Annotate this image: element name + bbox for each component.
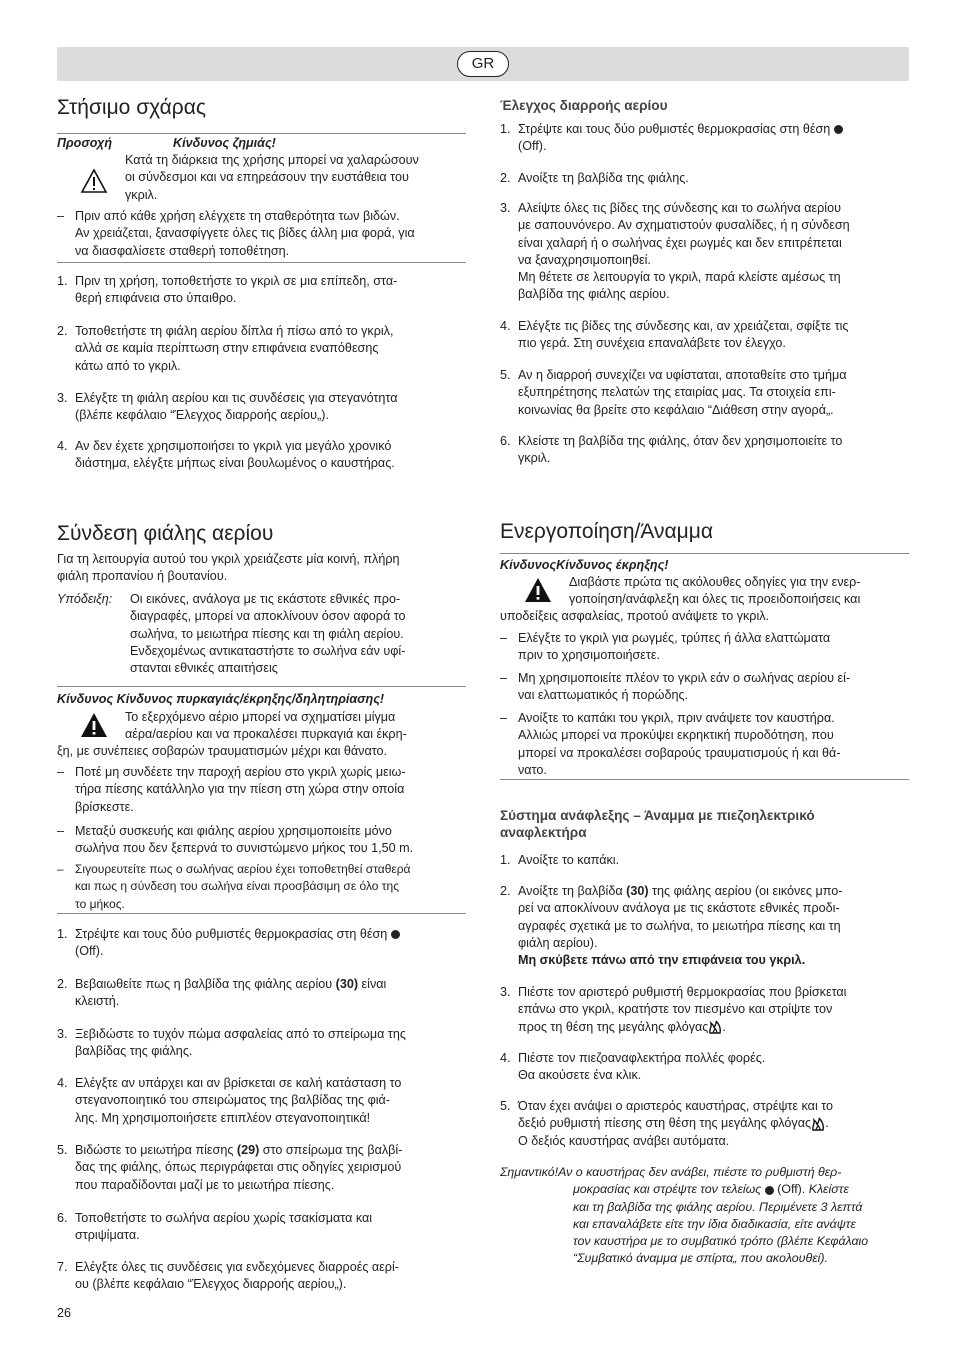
right-column: Έλεγχος διαρροής αερίου 1. Στρέψτε και τους δύο ρυθμιστές θερμοκρασίας στη θέση (Off). 2. Ανοίξτε τη βαλβίδα της φιάλης. 3. Αλείψτε όλες τις βίδες της σύνδεσης και το σωλήνα αερίου με σαπουνόνερο. Αν σχηματιστούν φυσαλίδες, ή η σύνδεση είναι χαλαρή ή ο σωλήνας έχει ρωγμές και δεν επιτρέπεται να ξαναχρησιμοποιηθεί. Μη θέτετε σε λειτουργία το γκριλ, παρά κλείστε αμέσως τη βαλβίδα της φιάλης αερίου. 4. Ελέγξτε τις βίδες της σύνδεσης και, αν χρειάζεται, σφίξτε τις πιο γερά. Στη συνέχεια επαναλάβετε τον έλεγχο. 5. Αν η διαρροή συνεχίζει να υφίσταται, αποταθείτε στο τμήμα εξυπηρέτησης πελατών της εταιρίας μας. Τα στοιχεία επι- κοινωνίας θα βρείτε στο κεφάλαιο “Διάθεση στην αγορά„. 6. Κλείστε τη βαλβίδα της φιάλης, όταν δεν χρησιμοποιείτε το γκριλ. Ενεργοποίηση/Άναμμα ΚίνδυνοςΚίνδυνος έκρηξης! Διαβάστε πρώτα τις ακόλουθες οδηγίες για την ενερ- γοποίηση/ανάφλεξη και όλες τις προειδοποιήσεις και υποδείξεις ασφαλείας, προτού ανάψετε το γκριλ. – Ελέγξτε το γκριλ για ρωγμές, τρύπες ή άλλα ελαττώματα πριν το χρησιμοποιήσετε. – Μη χρησιμοποιείτε πλέον το γκριλ εάν ο σωλήνας αερίου εί- ναι ελαττωματικός ή πορώδης. – Ανοίξτε το καπάκι του γκριλ, πριν ανάψετε τον καυστήρα. Αλλιώς μπορεί να προκύψει εκρηκτική πυροδότηση, που μπορεί να προκαλέσει σοβαρούς τραυματισμούς ή και θά- νατο. Σύστημα ανάφλεξης – Άναμμα με πιεζοηλεκτρικό αναφλεκτήρα 1. Ανοίξτε το καπάκι. 2. Ανοίξτε τη βαλβίδα (30) της φιάλης αερίου (οι εικόνες μπο- ρεί να αποκλίνουν ανάλογα με τις εκάστοτε εθνικές προδι- αγραφές σχετικά με το σωλήνα, το μειωτήρα πίεσης και τη φιάλη αερίου). Μη σκύβετε πάνω από την επιφάνεια του γκριλ. 3. Πιέστε τον αριστερό ρυθμιστή θερμοκρασίας που βρίσκεται επάνω στο γκριλ, κρατήστε τον πιεσμένο και στρίψτε τον προς τη θέση της μεγάλης φλόγας . 4. Πιέστε τον πιεζοαναφλεκτήρα πολλές φορές. Θα ακούσετε ένα κλικ. 5. Όταν έχει ανάψει ο αριστερός καυστήρας, στρέψτε και το δεξιό ρυθμιστή πίεσης στη θέση της μεγάλης φλόγας . Ο δεξιός καυστήρας ανάβει αυτόματα. Σημαντικό!Αν ο καυστήρας δεν ανάβει, πιέστε το ρυθμιστή θερ- μοκρασίας και στρέψτε τον τελείως (Off). Κλείστε και τη βαλβίδα της φιάλης αερίου. Περιμένετε 3 λεπτά και επαναλάβετε είτε την ίδια διαδικασία, είτε ανάψτε τον καυστήρα με το συμβατικό τρόπο (βλέπε Κεφάλαιο “Συμβατικό άναμμα με σπίρτα„ που ακολουθεί). — [500, 0, 909, 1350]
list-item: – Ποτέ μη συνδέετε την παροχή αερίου στο γκριλ χωρίς μειω- τήρα πίεσης κατάλληλο για την πίεση στη χώρα στην οποία βρίσκεστε. — [57, 765, 406, 814]
large-flame-icon — [708, 1020, 722, 1034]
connection-steps-list — [57, 926, 466, 1299]
list-item: 7. Ελέγξτε όλες τις συνδέσεις για ενδεχόμενες διαρροές αερί- ου (βλέπε κεφάλαιο “Έλεγχος διαρροής αερίου„). — [57, 1260, 399, 1292]
section-title-grill-setup: Στήσιμο σχάρας — [57, 96, 206, 119]
list-item: 4. Ελέγξτε τις βίδες της σύνδεσης και, αν χρειάζεται, σφίξτε τις πιο γερά. Στη συνέχεια επαναλάβετε τον έλεγχο. — [500, 319, 849, 351]
list-item: 5. Όταν έχει ανάψει ο αριστερός καυστήρας, στρέψτε και το δεξιό ρυθμιστή πίεσης στη θέση της μεγάλης φλόγας . Ο δεξιός καυστήρας ανάβει αυτόματα. — [500, 1099, 834, 1148]
section-title-ignition: Ενεργοποίηση/Άναμμα — [500, 520, 714, 543]
divider — [500, 779, 909, 780]
list-item: – Μεταξύ συσκευής και φιάλης αερίου χρησιμοποιείτε μόνο σωλήνα που δεν ξεπερνά το συνιστώμενο μήκος του 1,50 m. — [57, 824, 414, 856]
off-position-dot-icon — [834, 125, 843, 134]
warning-title: ΚίνδυνοςΚίνδυνος έκρηξης! — [500, 558, 669, 572]
leak-check-steps-list — [500, 121, 909, 473]
list-item: 1. Στρέψτε και τους δύο ρυθμιστές θερμοκρασίας στη θέση (Off). — [500, 121, 909, 170]
list-item: 2. Ανοίξτε τη βαλβίδα (30) της φιάλης αερίου (οι εικόνες μπο- ρεί να αποκλίνουν ανάλογα με τις εκάστοτε εθνικές προδι- αγραφές σχετικά με το σωλήνα, το μειωτήρα πίεσης και τη φιάλη αερίου). Μη σκύβετε πάνω από την επιφάνεια του γκριλ. — [500, 884, 843, 968]
list-item: 1. Ανοίξτε το καπάκι. — [500, 853, 620, 867]
list-item: – Ανοίξτε το καπάκι του γκριλ, πριν ανάψετε τον καυστήρα. Αλλιώς μπορεί να προκύψει εκρηκτική πυροδότηση, που μπορεί να προκαλέσει σοβαρούς τραυματισμούς ή και θά- νατο. — [500, 711, 841, 777]
left-column: Στήσιμο σχάρας Προσοχή Κίνδυνος ζημιάς! Κατά τη διάρκεια της χρήσης μπορεί να χαλαρώσουν οι σύνδεσμοι και να επηρεάσουν την ευστάθεια του γκριλ. – Πριν από κάθε χρήση ελέγχετε τη σταθερότητα των βιδών. Αν χρειάζεται, ξανασφίγγετε όλες τις βίδες άλλη μια φορά, για να διασφαλίσετε σταθερή τοποθέτηση. 1. Πριν τη χρήση, τοποθετήστε το γκριλ σε μια επίπεδη, στα- θερή επιφάνεια στο ύπαιθρο. 2. Τοποθετήστε τη φιάλη αερίου δίπλα ή πίσω από το γκριλ, αλλά σε καμία περίπτωση στην επιφάνεια εναπόθεσης κάτω από το γκριλ. 3. Ελέγξτε τη φιάλη αερίου και τις συνδέσεις για στεγανότητα (βλέπε κεφάλαιο “Έλεγχος διαρροής αερίου„). 4. Αν δεν έχετε χρησιμοποιήσει το γκριλ για μεγάλο χρονικό διάστημα, ελέγξτε μήπως είναι βουλωμένος ο καυστήρας. Σύνδεση φιάλης αερίου Για τη λειτουργία αυτού του γκριλ χρειάζεστε μία κοινή, πλήρη φιάλη προπανίου ή βουτανίου. Υπόδειξη: Οι εικόνες, ανάλογα με τις εκάστοτε εθνικές προ- διαγραφές, μπορεί να αποκλίνουν όσον αφορά το σωλήνα, το μειωτήρα πίεσης και τη φιάλη αερίου. Ενδεχομένως αντικαταστήστε το σωλήνα εάν υφί- στανται εθνικές απαιτήσεις Κίνδυνος Κίνδυνος πυρκαγιάς/έκρηξης/δηλητηρίασης! Το εξερχόμενο αέριο μπορεί να σχηματίσει μίγμα αέρα/αερίου και να προκαλέσει πυρκαγιά και έκρη- ξη, με συνέπειες σοβαρών τραυματισμών μέχρι και θάνατο. – Ποτέ μη συνδέετε την παροχή αερίου στο γκριλ χωρίς μειω- τήρα πίεσης κατάλληλο για την πίεση στη χώρα στην οποία βρίσκεστε. – Μεταξύ συσκευής και φιάλης αερίου χρησιμοποιείτε μόνο σωλήνα που δεν ξεπερνά το συνιστώμενο μήκος του 1,50 m. – Σιγουρευτείτε πως ο σωλήνας αερίου έχει τοποθετηθεί σταθερά και πως η σύνδεση του σωλήνα είναι προσβάσιμη σε όλο της το μήκος. 1. Στρέψτε και τους δύο ρυθμιστές θερμοκρασίας στη θέση (Off). 2. Βεβαιωθείτε πως η βαλβίδα της φιάλης αερίου (30) είναι κλειστή. 3. Ξεβιδώστε το τυχόν πώμα ασφαλείας από το σπείρωμα της βαλβίδας της φιάλης. 4. Ελέγξτε αν υπάρχει και αν βρίσκεται σε καλή κατάσταση το στεγανοποιητικό του σπειρώματος της βαλβίδας της φιά- λης. Μη χρησιμοποιήσετε επιπλέον στεγανοποιητικά! 5. Βιδώστε το μειωτήρα πίεσης (29) στο σπείρωμα της βαλβί- δας της φιάλης, όπως περιγράφεται στις οδηγίες χειρισμού που παραδίδονται μαζί με το μειωτήρα πίεσης. 6. Τοποθετήστε το σωλήνα αερίου χωρίς τσακίσματα και στριψίματα. 7. Ελέγξτε όλες τις συνδέσεις για ενδεχόμενες διαρροές αερί- ου (βλέπε κεφάλαιο “Έλεγχος διαρροής αερίου„). — [57, 0, 466, 1350]
list-item: 1. Στρέψτε και τους δύο ρυθμιστές θερμοκρασίας στη θέση (Off). — [57, 926, 466, 976]
list-item: 3. Πιέστε τον αριστερό ρυθμιστή θερμοκρασίας που βρίσκεται επάνω στο γκριλ, κρατήστε τον πιεσμένο και στρίψτε τον προς τη θέση της μεγάλης φλόγας . — [500, 985, 847, 1034]
list-item: 1. Πριν τη χρήση, τοποθετήστε το γκριλ σε μια επίπεδη, στα- θερή επιφάνεια στο ύπαιθρο. — [57, 274, 398, 306]
list-item: 4. Αν δεν έχετε χρησιμοποιήσει το γκριλ για μεγάλο χρονικό διάστημα, ελέγξτε μήπως είναι βουλωμένος ο καυστήρας. — [57, 439, 395, 471]
intro-text: Για τη λειτουργία αυτού του γκριλ χρειάζεστε μία κοινή, πλήρη φιάλη προπανίου ή βουτανίου. — [57, 552, 400, 584]
divider — [57, 133, 466, 134]
setup-steps-list — [57, 273, 466, 478]
warning-triangle-icon — [524, 577, 552, 603]
warning-text: Κατά τη διάρκεια της χρήσης μπορεί να χαλαρώσουν οι σύνδεσμοι και να επηρεάσουν την ευστάθεια του γκριλ. — [125, 153, 419, 202]
note-text: Οι εικόνες, ανάλογα με τις εκάστοτε εθνικές προ- διαγραφές, μπορεί να αποκλίνουν όσον αφορά το σωλήνα, το μειωτήρα πίεσης και τη φιάλη αερίου. Ενδεχομένως αντικαταστήστε το σωλήνα εάν υφί- στανται εθνικές απαιτήσεις — [130, 592, 406, 676]
off-position-dot-icon — [765, 1186, 774, 1195]
warning-triangle-icon — [80, 712, 108, 738]
divider — [500, 553, 909, 554]
language-badge: GR — [457, 51, 509, 77]
gas-safety-list — [57, 764, 466, 911]
list-item: 3. Ελέγξτε τη φιάλη αερίου και τις συνδέσεις για στεγανότητα (βλέπε κεφάλαιο “Έλεγχος διαρροής αερίου„). — [57, 391, 398, 423]
page-number: 26 — [57, 1306, 72, 1320]
list-item: 6. Τοποθετήστε το σωλήνα αερίου χωρίς τσακίσματα και στριψίματα. — [57, 1211, 373, 1243]
warning-label: Προσοχή — [57, 136, 113, 150]
warning-title: Κίνδυνος Κίνδυνος πυρκαγιάς/έκρηξης/δηλητηρίασης! — [57, 692, 385, 706]
list-item: 4. Ελέγξτε αν υπάρχει και αν βρίσκεται σε καλή κατάσταση το στεγανοποιητικό του σπειρώματος της βαλβίδας της φιά- λης. Μη χρησιμοποιήσετε επιπλέον στεγανοποιητικά! — [57, 1076, 402, 1125]
section-title-leak-check: Έλεγχος διαρροής αερίου — [500, 98, 668, 113]
list-item: 2. Ανοίξτε τη βαλβίδα της φιάλης. — [500, 171, 689, 185]
section-title-piezo-ignition: Σύστημα ανάφλεξης – Άναμμα με πιεζοηλεκτρικό αναφλεκτήρα — [500, 808, 815, 841]
list-item: 4. Πιέστε τον πιεζοαναφλεκτήρα πολλές φορές. Θα ακούσετε ένα κλικ. — [500, 1051, 766, 1083]
section-title-gas-connection: Σύνδεση φιάλης αερίου — [57, 522, 274, 545]
list-item: 5. Αν η διαρροή συνεχίζει να υφίσταται, αποταθείτε στο τμήμα εξυπηρέτησης πελατών της εταιρίας μας. Τα στοιχεία επι- κοινωνίας θα βρείτε στο κεφάλαιο “Διάθεση στην αγορά„. — [500, 368, 847, 417]
divider — [57, 262, 466, 263]
divider — [57, 686, 466, 687]
large-flame-icon — [811, 1117, 825, 1131]
note-label: Υπόδειξη: — [57, 592, 113, 606]
list-item: 2. Τοποθετήστε τη φιάλη αερίου δίπλα ή πίσω από το γκριλ, αλλά σε καμία περίπτωση στην επιφάνεια εναπόθεσης κάτω από το γκριλ. — [57, 324, 394, 373]
divider — [57, 913, 466, 914]
list-item: – Σιγουρευτείτε πως ο σωλήνας αερίου έχει τοποθετηθεί σταθερά και πως η σύνδεση του σωλήνα είναι προσβάσιμη σε όλο της το μήκος. — [57, 862, 411, 911]
list-item: – Ελέγξτε το γκριλ για ρωγμές, τρύπες ή άλλα ελαττώματα πριν το χρησιμοποιήσετε. — [500, 631, 831, 663]
warning-title: Κίνδυνος ζημιάς! — [173, 136, 276, 150]
list-item: 3. Ξεβιδώστε το τυχόν πώμα ασφαλείας από το σπείρωμα της βαλβίδας της φιάλης. — [57, 1027, 406, 1059]
list-item: – Μη χρησιμοποιείτε πλέον το γκριλ εάν ο σωλήνας αερίου εί- ναι ελαττωματικός ή πορώδης. — [500, 671, 851, 703]
important-note: Σημαντικό!Αν ο καυστήρας δεν ανάβει, πιέστε το ρυθμιστή θερ- μοκρασίας και στρέψτε τον τελείως (Off). Κλείστε και τη βαλβίδα της φιάλης αερίου. Περιμένετε 3 λεπτά και επαναλάβετε είτε την ίδια διαδικασία, είτε ανάψτε τον καυστήρα με το συμβατικό τρόπο (βλέπε Κεφάλαιο “Συμβατικό άναμμα με σπίρτα„ που ακολουθεί). — [500, 1165, 869, 1266]
list-item: 3. Αλείψτε όλες τις βίδες της σύνδεσης και το σωλήνα αερίου με σαπουνόνερο. Αν σχηματιστούν φυσαλίδες, ή η σύνδεση είναι χαλαρή ή ο σωλήνας έχει ρωγμές και δεν επιτρέπεται να ξαναχρησιμοποιηθεί. Μη θέτετε σε λειτουργία το γκριλ, παρά κλείστε αμέσως τη βαλβίδα της φιάλης αερίου. — [500, 201, 850, 302]
warning-triangle-outline-icon — [80, 168, 108, 194]
ignition-safety-list — [500, 630, 909, 780]
piezo-steps-list — [500, 852, 909, 1158]
list-item: 6. Κλείστε τη βαλβίδα της φιάλης, όταν δεν χρησιμοποιείτε το γκριλ. — [500, 434, 843, 466]
off-position-dot-icon — [391, 930, 400, 939]
list-item: 2. Βεβαιωθείτε πως η βαλβίδα της φιάλης αερίου (30) είναι κλειστή. — [57, 977, 387, 1009]
list-item: 5. Βιδώστε το μειωτήρα πίεσης (29) στο σπείρωμα της βαλβί- δας της φιάλης, όπως περιγράφεται στις οδηγίες χειρισμού που παραδίδονται μαζί με το μειωτήρα πίεσης. — [57, 1143, 403, 1192]
list-item: – Πριν από κάθε χρήση ελέγχετε τη σταθερότητα των βιδών. Αν χρειάζεται, ξανασφίγγετε όλες τις βίδες άλλη μια φορά, για να διασφαλίσετε σταθερή τοποθέτηση. — [57, 209, 415, 258]
